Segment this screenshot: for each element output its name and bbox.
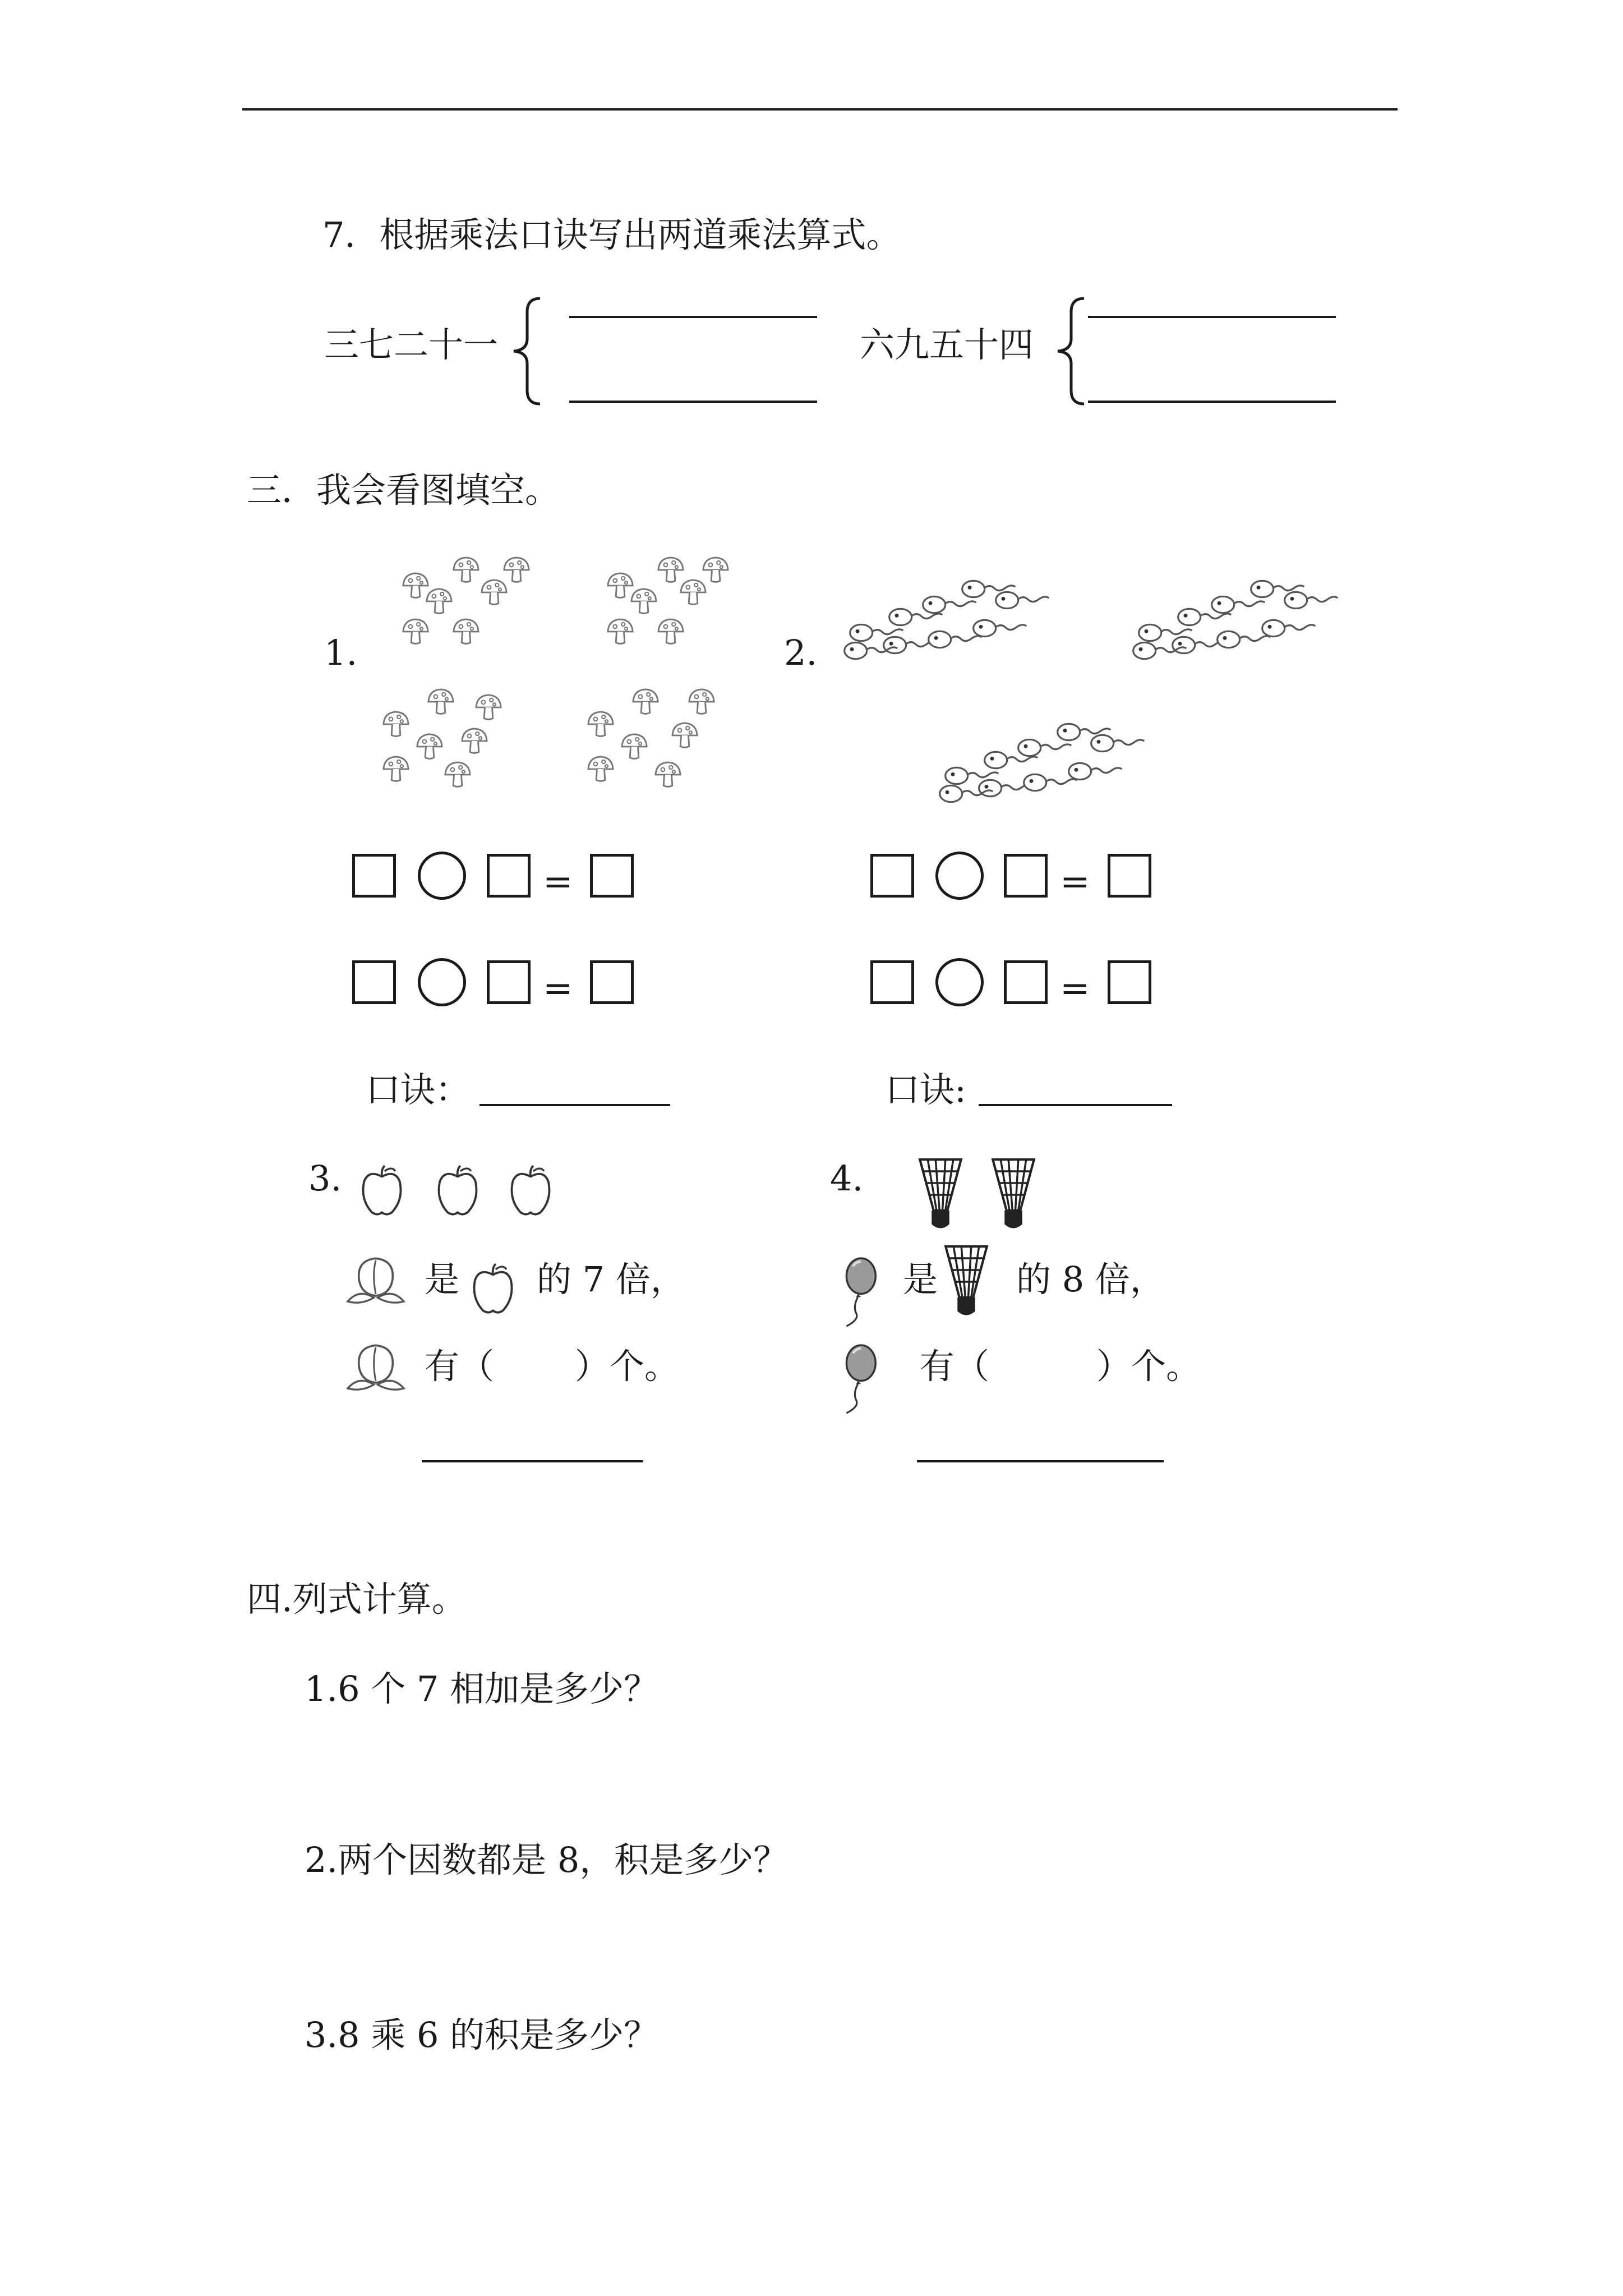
mushroom-icon [606, 555, 751, 662]
answer-box[interactable] [1108, 854, 1151, 898]
p3-line2-you: 有（ [425, 1346, 495, 1387]
p3-line2-suffix: ）个。 [575, 1346, 680, 1387]
section4-q2: 2.两个因数都是 8，积是多少？ [305, 1839, 789, 1880]
apple-icon [508, 1164, 554, 1218]
answer-line[interactable] [1088, 401, 1336, 403]
koujue-label-right: 口诀: [885, 1069, 966, 1110]
answer-line[interactable] [569, 316, 817, 318]
p4-line2-suffix: ）个。 [1096, 1346, 1201, 1387]
answer-box[interactable] [352, 960, 396, 1004]
koujue-label-left: 口诀： [366, 1069, 471, 1110]
peach-icon [345, 1251, 407, 1307]
brace-left [509, 296, 543, 406]
section4-q1: 1.6 个 7 相加是多少？ [305, 1668, 659, 1709]
p4-answer-line[interactable] [917, 1460, 1164, 1462]
rhyme-right: 六九五十四 [860, 324, 1034, 365]
answer-box[interactable] [870, 960, 914, 1004]
operator-circle[interactable] [418, 958, 466, 1006]
p3-line1-suffix: 的 7 倍， [537, 1259, 685, 1300]
answer-line[interactable] [1088, 316, 1336, 318]
answer-box[interactable] [1004, 854, 1048, 898]
operator-circle[interactable] [935, 852, 984, 900]
answer-box[interactable] [1108, 960, 1151, 1004]
p3-number: 3. [308, 1158, 342, 1199]
brace-right [1053, 296, 1087, 406]
tadpole-icon [1130, 578, 1349, 673]
answer-box[interactable] [352, 854, 396, 898]
p3-answer-line[interactable] [422, 1460, 643, 1462]
q7-text: 7．根据乘法口诀写出两道乘法算式。 [322, 214, 901, 255]
header-rule [242, 108, 1398, 111]
p4-line1-suffix: 的 8 倍， [1016, 1259, 1165, 1300]
equals-sign: = [543, 861, 573, 903]
peach-icon [345, 1338, 407, 1394]
tadpole-icon [937, 721, 1155, 816]
section4-q3: 3.8 乘 6 的积是多少？ [305, 2014, 659, 2055]
p4-line1-shi: 是 [903, 1259, 938, 1300]
p2-number: 2. [784, 632, 818, 673]
equals-sign: = [543, 968, 573, 1009]
p4-number: 4. [830, 1158, 864, 1199]
equals-sign: = [1060, 968, 1090, 1009]
shuttlecock-icon [941, 1243, 992, 1321]
balloon-icon [838, 1343, 879, 1416]
p1-number: 1. [324, 632, 358, 673]
section4-title: 四.列式计算。 [247, 1579, 467, 1619]
mushroom-icon [401, 555, 547, 662]
apple-icon [359, 1164, 405, 1218]
section3-title: 三．我会看图填空。 [247, 470, 560, 510]
answer-box[interactable] [870, 854, 914, 898]
mushroom-icon [586, 687, 732, 794]
tadpole-icon [841, 578, 1060, 673]
answer-box[interactable] [590, 960, 634, 1004]
koujue-answer-line[interactable] [479, 1104, 670, 1106]
operator-circle[interactable] [418, 852, 466, 900]
answer-box[interactable] [590, 854, 634, 898]
apple-icon [470, 1262, 516, 1316]
answer-box[interactable] [487, 960, 531, 1004]
shuttlecock-icon [988, 1156, 1039, 1234]
apple-icon [435, 1164, 481, 1218]
balloon-icon [838, 1257, 879, 1329]
shuttlecock-icon [915, 1156, 966, 1234]
p3-line1-shi: 是 [425, 1259, 460, 1300]
p4-line2-you: 有（ [920, 1346, 990, 1387]
answer-box[interactable] [1004, 960, 1048, 1004]
koujue-answer-line[interactable] [979, 1104, 1172, 1106]
rhyme-left: 三七二十一 [324, 324, 499, 365]
mushroom-icon [381, 687, 527, 794]
equals-sign: = [1060, 861, 1090, 903]
answer-line[interactable] [569, 401, 817, 403]
operator-circle[interactable] [935, 958, 984, 1006]
answer-box[interactable] [487, 854, 531, 898]
